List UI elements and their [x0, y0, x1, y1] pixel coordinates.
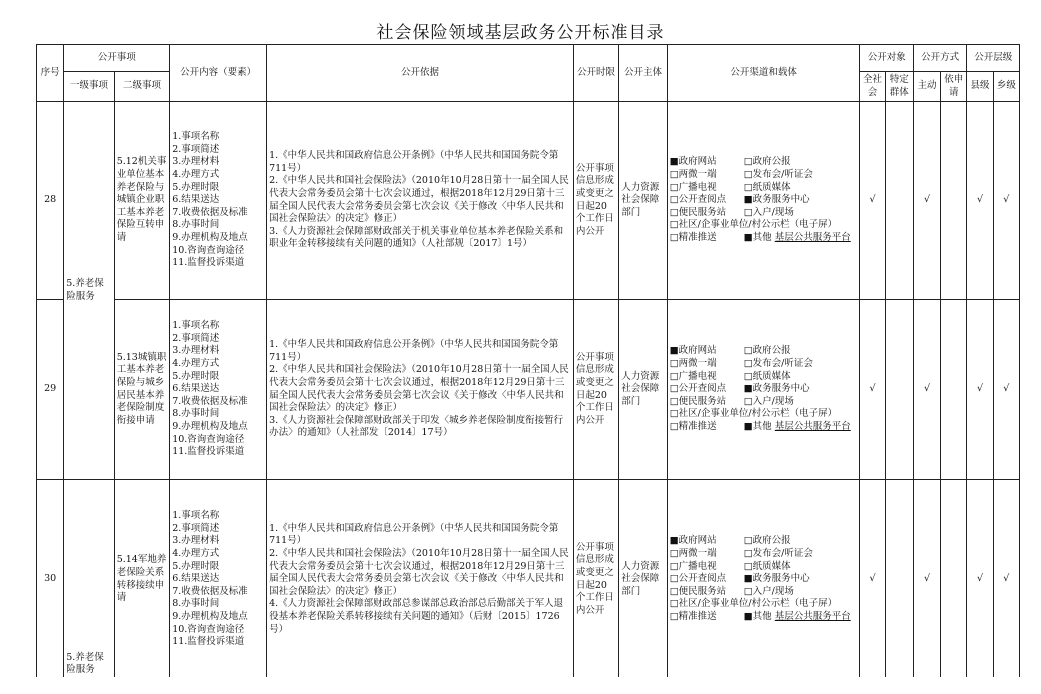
header-level2: 二级事项	[114, 72, 170, 102]
row-level2: 5.13城镇职工基本养老保险与城乡居民基本养老保险制度衔接申请	[114, 300, 170, 480]
channel-option: □入户/现场	[743, 395, 794, 407]
tick-county: √	[967, 480, 993, 680]
header-level1: 一级事项	[64, 72, 114, 102]
channel-option: □纸质媒体	[743, 370, 791, 382]
content-item: 2.事项简述	[172, 522, 220, 534]
tick-county: √	[967, 102, 993, 300]
row-time-limit: 公开事项信息形成或变更之日起20个工作日内公开	[573, 480, 618, 680]
row-channel	[667, 480, 860, 680]
channel-option: □发布会/听证会	[743, 358, 813, 370]
row-content	[170, 300, 267, 480]
row-channel	[667, 300, 860, 480]
row-basis	[267, 300, 574, 480]
row-subject: 人力资源社会保障部门	[619, 300, 667, 480]
basis-item: 1.《中华人民共和国政府信息公开条例》（中华人民共和国国务院令第711号）	[269, 522, 559, 547]
channel-option: ■政务服务中心	[743, 194, 810, 206]
channel-option: ■政府网站	[669, 156, 717, 168]
content-item: 11.监督投诉渠道	[172, 446, 245, 458]
row-subject: 人力资源社会保障部门	[619, 102, 667, 300]
page-title: 社会保险领域基层政务公开标准目录	[376, 23, 665, 43]
header-audience-group: 公开对象	[860, 45, 913, 72]
tick-specific	[885, 480, 913, 680]
channel-option: □公开查阅点	[669, 194, 727, 206]
content-item: 5.办理时限	[172, 181, 220, 193]
channel-option: □社区/企事业单位/村公示栏（电子屏）	[669, 219, 838, 231]
header-items-group: 公开事项	[64, 45, 170, 72]
content-item: 9.办理机构及地点	[172, 231, 248, 243]
channel-option: □广播电视	[669, 560, 717, 572]
header-channel: 公开渠道和载体	[667, 45, 860, 102]
channel-option: □入户/现场	[743, 585, 794, 597]
tick-request	[941, 300, 967, 480]
channel-option: □发布会/听证会	[743, 548, 813, 560]
tick-active: √	[913, 102, 940, 300]
header-content: 公开内容（要素）	[170, 45, 267, 102]
channel-option: □社区/企事业单位/村公示栏（电子屏）	[669, 408, 838, 420]
channel-option: □入户/现场	[743, 206, 794, 218]
basis-item: 2.《中华人民共和国社会保险法》（2010年10月28日第十一届全国人民代表大会常务委员会第十七次会议通过，根据2018年12月29日第十三届全国人民代表大会常务委员会第七次会议《关于修改〈中华人民共和国社会保险法〉的决定》修正）	[269, 364, 569, 414]
content-item: 10.咨询查询途径	[172, 623, 245, 635]
table-row	[37, 480, 1020, 680]
content-item: 4.办理方式	[172, 169, 220, 181]
header-subject: 公开主体	[619, 45, 667, 102]
channel-option: □政府公报	[743, 345, 791, 357]
tick-all: √	[860, 300, 885, 480]
channel-option: □两微一端	[669, 548, 717, 560]
content-item: 2.事项简述	[172, 143, 220, 155]
row-level1: 5.养老保险服务	[64, 480, 114, 680]
channel-option: □政府公报	[743, 535, 791, 547]
content-item: 3.办理材料	[172, 535, 220, 547]
tick-active: √	[913, 300, 940, 480]
basis-item: 4.《人力资源社会保障部财政部总参谋部总政治部总后勤部关于军人退役基本养老保险关系转移接续有关问题的通知》（后财〔2015〕1726号）	[269, 598, 564, 635]
channel-option: □精准推送	[669, 231, 717, 243]
content-item: 11.监督投诉渠道	[172, 257, 245, 269]
content-item: 6.结果送达	[172, 383, 220, 395]
basis-item: 1.《中华人民共和国政府信息公开条例》（中华人民共和国国务院令第711号）	[269, 339, 559, 363]
header-audience-all: 全社会	[860, 72, 885, 102]
header-seq: 序号	[37, 45, 64, 102]
header-time-limit: 公开时限	[573, 45, 618, 102]
channel-other-value: 基层公共服务平台	[774, 420, 851, 432]
channel-option: □政府公报	[743, 156, 791, 168]
channel-option: ■其他	[743, 231, 772, 243]
page-bottom-edge	[0, 677, 1041, 694]
content-item: 4.办理方式	[172, 548, 220, 560]
row-seq: 30	[37, 480, 64, 680]
channel-option: □纸质媒体	[743, 560, 791, 572]
content-item: 2.事项简述	[172, 332, 220, 344]
content-item: 6.结果送达	[172, 573, 220, 585]
header-method-active: 主动	[913, 72, 940, 102]
row-basis	[267, 480, 574, 680]
channel-option: □精准推送	[669, 420, 717, 432]
tick-county: √	[967, 300, 993, 480]
tick-specific	[885, 102, 913, 300]
channel-option: ■政务服务中心	[743, 573, 810, 585]
content-item: 3.办理材料	[172, 156, 220, 168]
content-item: 8.办事时间	[172, 408, 220, 420]
content-item: 1.事项名称	[172, 510, 220, 522]
tick-all: √	[860, 102, 885, 300]
basis-item: 2.《中华人民共和国社会保险法》（2010年10月28日第十一届全国人民代表大会常务委员会第十七次会议通过，根据2018年12月29日第十三届全国人民代表大会常务委员会第七次会议《关于修改〈中华人民共和国社会保险法〉的决定》修正）	[269, 175, 569, 225]
row-subject: 人力资源社会保障部门	[619, 480, 667, 680]
channel-option: □广播电视	[669, 181, 717, 193]
basis-item: 3.《人力资源社会保障部财政部关于机关事业单位基本养老保险关系和职业年金转移接续有关问题的通知》（人社部规〔2017〕1号）	[269, 225, 564, 250]
channel-option: ■其他	[743, 610, 772, 622]
channel-option: □两微一端	[669, 169, 717, 181]
content-item: 4.办理方式	[172, 358, 220, 370]
content-item: 1.事项名称	[172, 131, 220, 143]
row-level1: 5.养老保险服务	[64, 102, 114, 480]
row-seq: 29	[37, 300, 64, 480]
tick-request	[941, 480, 967, 680]
header-level-county: 县级	[967, 72, 993, 102]
tick-request	[941, 102, 967, 300]
content-item: 5.办理时限	[172, 560, 220, 572]
channel-option: □便民服务站	[669, 585, 727, 597]
row-content	[170, 480, 267, 680]
basis-item: 2.《中华人民共和国社会保险法》（2010年10月28日第十一届全国人民代表大会常务委员会第十七次会议通过，根据2018年12月29日第十三届全国人民代表大会常务委员会第七次会议《关于修改〈中华人民共和国社会保险法〉的决定》修正）	[269, 548, 569, 597]
channel-option: □广播电视	[669, 370, 717, 382]
row-seq: 28	[37, 102, 64, 300]
content-item: 7.收费依据及标准	[172, 585, 248, 597]
channel-option: □纸质媒体	[743, 181, 791, 193]
content-item: 7.收费依据及标准	[172, 395, 248, 407]
content-item: 1.事项名称	[172, 320, 220, 332]
basis-item: 3.《人力资源社会保障部财政部关于印发〈城乡养老保险制度衔接暂行办法〉的通知》（人社部发〔2014〕17号）	[269, 414, 564, 439]
channel-option: ■政府网站	[669, 345, 717, 357]
channel-other-value: 基层公共服务平台	[774, 231, 851, 243]
channel-option: □公开查阅点	[669, 383, 727, 395]
channel-option: ■政务服务中心	[743, 383, 810, 395]
channel-option: □精准推送	[669, 610, 717, 622]
content-item: 9.办理机构及地点	[172, 610, 248, 622]
row-time-limit: 公开事项信息形成或变更之日起20个工作日内公开	[573, 102, 618, 300]
row-basis	[267, 102, 574, 300]
content-item: 10.咨询查询途径	[172, 244, 245, 256]
row-level2: 5.12机关事业单位基本养老保险与城镇企业职工基本养老保险互转申请	[114, 102, 170, 300]
row-time-limit: 公开事项信息形成或变更之日起20个工作日内公开	[573, 300, 618, 480]
tick-all: √	[860, 480, 885, 680]
header-row-1	[37, 45, 1020, 72]
channel-option: ■政府网站	[669, 535, 717, 547]
tick-township: √	[993, 300, 1019, 480]
header-audience-specific: 特定群体	[885, 72, 913, 102]
channel-other-value: 基层公共服务平台	[774, 610, 851, 622]
header-method-request: 依申请	[941, 72, 967, 102]
row-channel	[667, 102, 860, 300]
channel-option: □公开查阅点	[669, 573, 727, 585]
content-item: 3.办理材料	[172, 345, 220, 357]
tick-active: √	[913, 480, 940, 680]
content-item: 10.咨询查询途径	[172, 433, 245, 445]
header-level-township: 乡级	[993, 72, 1019, 102]
channel-option: □社区/企事业单位/村公示栏（电子屏）	[669, 598, 838, 610]
channel-option: □两微一端	[669, 358, 717, 370]
basis-item: 1.《中华人民共和国政府信息公开条例》（中华人民共和国国务院令第711号）	[269, 150, 559, 174]
catalog-table	[36, 44, 1020, 680]
tick-township: √	[993, 102, 1019, 300]
table-row	[37, 300, 1020, 480]
row-level2: 5.14军地养老保险关系转移接续申请	[114, 480, 170, 680]
table-row	[37, 102, 1020, 300]
content-item: 9.办理机构及地点	[172, 420, 248, 432]
row-content	[170, 102, 267, 300]
channel-option: ■其他	[743, 420, 772, 432]
header-method-group: 公开方式	[913, 45, 966, 72]
content-item: 8.办事时间	[172, 598, 220, 610]
tick-township: √	[993, 480, 1019, 680]
content-item: 5.办理时限	[172, 370, 220, 382]
tick-specific	[885, 300, 913, 480]
header-level-group: 公开层级	[967, 45, 1020, 72]
channel-option: □发布会/听证会	[743, 169, 813, 181]
content-item: 11.监督投诉渠道	[172, 636, 245, 648]
content-item: 6.结果送达	[172, 194, 220, 206]
content-item: 7.收费依据及标准	[172, 206, 248, 218]
channel-option: □便民服务站	[669, 395, 727, 407]
content-item: 8.办事时间	[172, 219, 220, 231]
channel-option: □便民服务站	[669, 206, 727, 218]
header-basis: 公开依据	[267, 45, 574, 102]
